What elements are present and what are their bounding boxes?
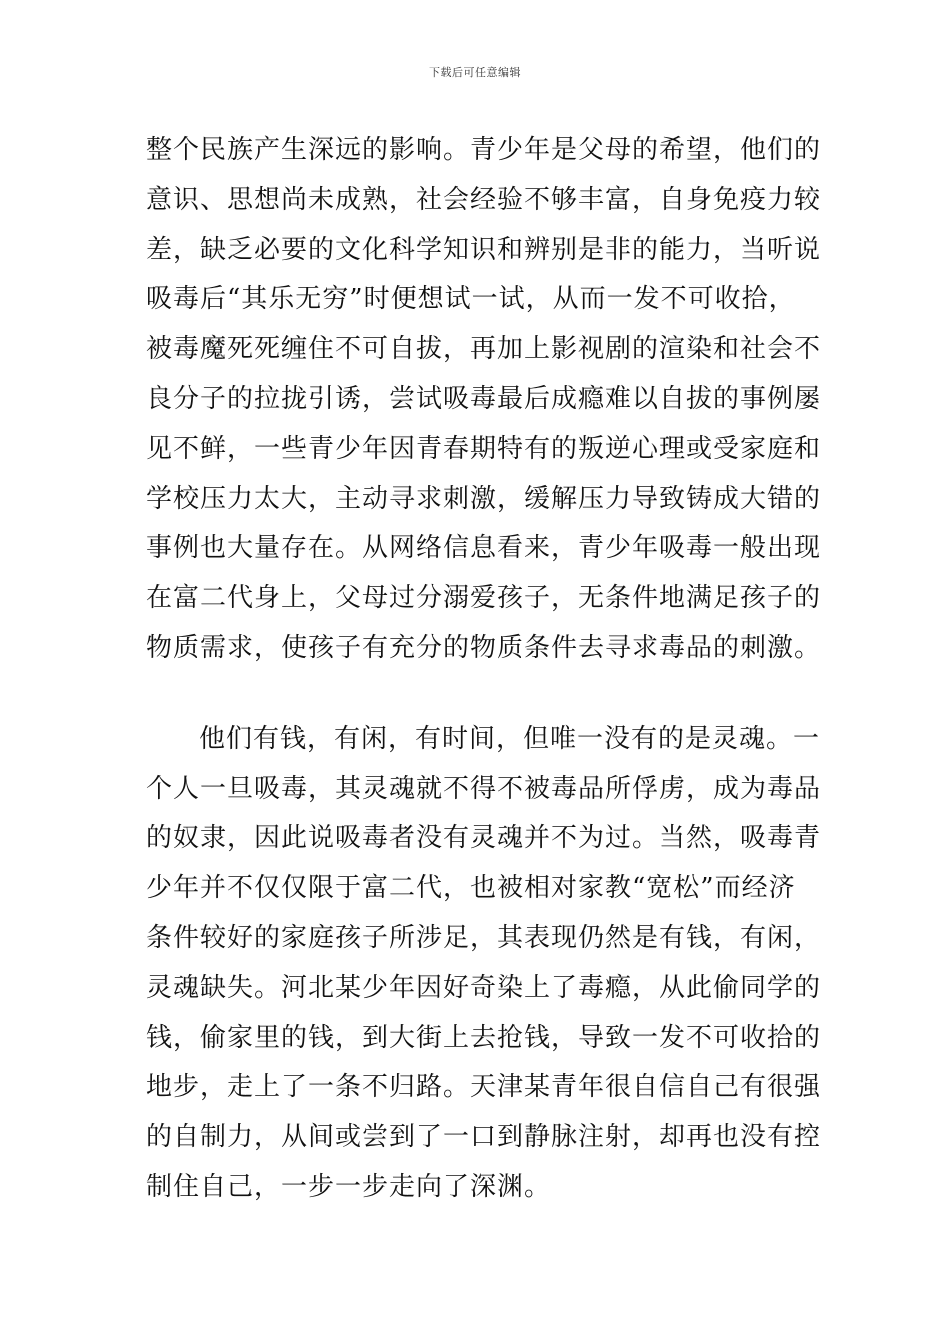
- text-line: 少年并不仅仅限于富二代，也被相对家教“宽松”而经济: [146, 873, 796, 904]
- text-line: 钱，偷家里的钱，到大街上去抢钱，导致一发不可收拾的: [146, 1022, 822, 1053]
- text-line: 条件较好的家庭孩子所涉足，其表现仍然是有钱，有闲，: [146, 922, 822, 953]
- text-line: 整个民族产生深远的影响。青少年是父母的希望，他们的: [146, 135, 822, 165]
- page-header: 下载后可任意编辑: [429, 66, 521, 79]
- document-body: [146, 126, 822, 1213]
- text-line: 的自制力，从间或尝到了一口到静脉注射，却再也没有控: [146, 1122, 822, 1153]
- text-line: 被毒魔死死缠住不可自拔，再加上影视剧的渲染和社会不: [146, 334, 822, 365]
- text-line: 意识、思想尚未成熟，社会经验不够丰富，自身免疫力较: [146, 184, 822, 215]
- text-line: 制住自己，一步一步走向了深渊。: [146, 1171, 552, 1202]
- text-line: 吸毒后“其乐无穷”时便想试一试，从而一发不可收拾，: [146, 284, 796, 315]
- text-line: 灵魂缺失。河北某少年因好奇染上了毒瘾，从此偷同学的: [146, 972, 822, 1003]
- text-line: 在富二代身上，父母过分溺爱孩子，无条件地满足孩子的: [146, 583, 822, 614]
- text-line: 事例也大量存在。从网络信息看来，青少年吸毒一般出现: [146, 533, 822, 564]
- paragraph-spacer: [146, 674, 808, 715]
- text-line: 良分子的拉拢引诱，尝试吸毒最后成瘾难以自拔的事例屡: [146, 383, 822, 414]
- text-line: 地步，走上了一条不归路。天津某青年很自信自己有很强: [146, 1072, 822, 1103]
- paragraph-2: [146, 715, 822, 1213]
- paragraph-1: [146, 126, 822, 674]
- text-line: 见不鲜，一些青少年因青春期特有的叛逆心理或受家庭和: [146, 433, 822, 464]
- text-line: 差，缺乏必要的文化科学知识和辨别是非的能力，当听说: [146, 234, 822, 265]
- text-line: 个人一旦吸毒，其灵魂就不得不被毒品所俘虏，成为毒品: [146, 773, 822, 804]
- text-line: 的奴隶，因此说吸毒者没有灵魂并不为过。当然，吸毒青: [146, 823, 822, 854]
- text-line: 学校压力太大，主动寻求刺激，缓解压力导致铸成大错的: [146, 483, 822, 514]
- text-line: 他们有钱，有闲，有时间，但唯一没有的是灵魂。一: [199, 723, 821, 754]
- text-line: 物质需求，使孩子有充分的物质条件去寻求毒品的刺激。: [146, 632, 822, 663]
